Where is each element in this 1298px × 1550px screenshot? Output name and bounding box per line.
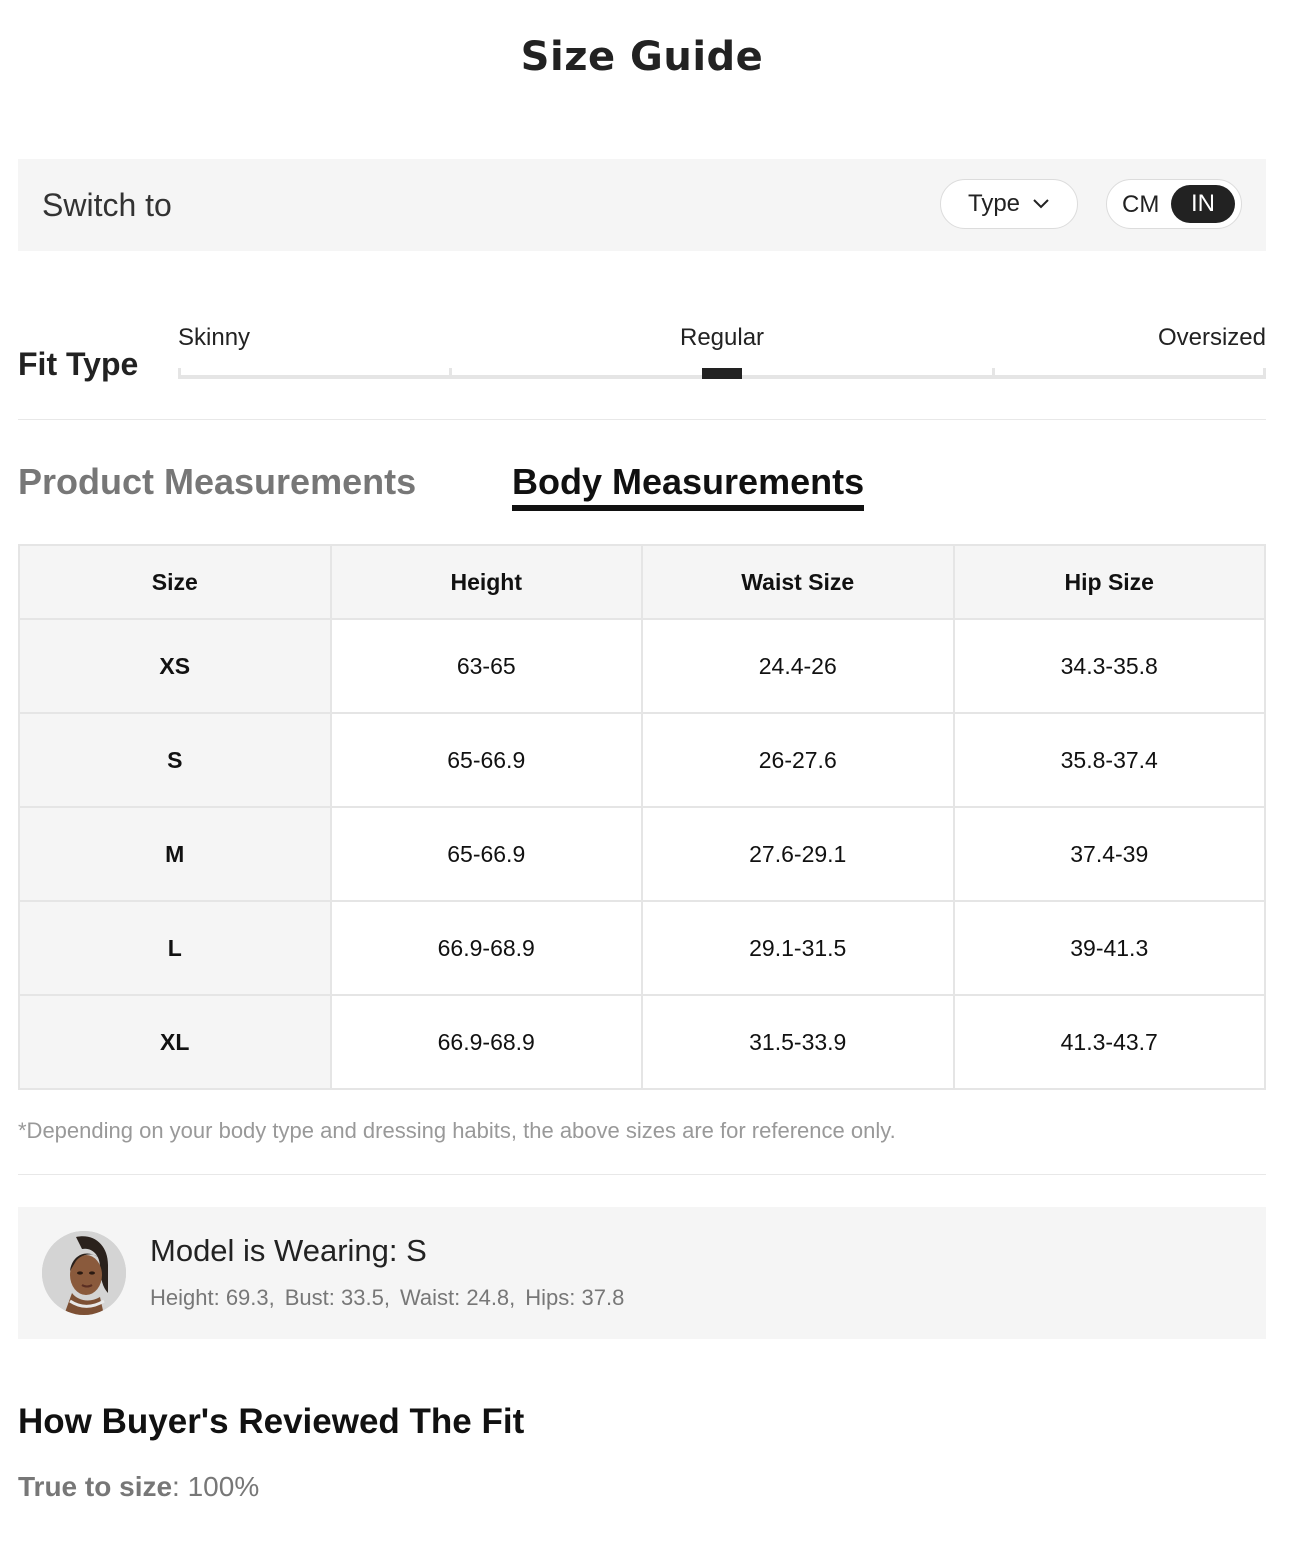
waist-cell: 31.5-33.9	[642, 995, 954, 1089]
table-row	[19, 901, 1265, 995]
waist-cell: 24.4-26	[642, 619, 954, 713]
model-portrait-icon	[42, 1231, 126, 1315]
table-row	[19, 619, 1265, 713]
waist-cell: 27.6-29.1	[642, 807, 954, 901]
waist-cell: 29.1-31.5	[642, 901, 954, 995]
size-cell: XS	[19, 619, 331, 713]
unit-in-option[interactable]: IN	[1171, 185, 1235, 223]
tab-body-measurements[interactable]: Body Measurements	[512, 461, 865, 502]
size-cell: XL	[19, 995, 331, 1089]
hip-cell: 37.4-39	[954, 807, 1266, 901]
type-button-label: Type	[967, 190, 1021, 217]
model-measurements	[150, 1285, 624, 1311]
fit-scale-regular: Regular	[680, 324, 765, 351]
hip-cell: 41.3-43.7	[954, 995, 1266, 1089]
fit-type-label: Fit Type	[18, 346, 139, 382]
model-waist: Waist: 24.8,	[399, 1285, 516, 1310]
height-cell: 65-66.9	[331, 713, 643, 807]
table-header-row	[19, 545, 1265, 619]
true-to-size-value: : 100%	[172, 1471, 260, 1502]
size-cell: S	[19, 713, 331, 807]
table-row	[19, 713, 1265, 807]
reference-note: *Depending on your body type and dressing habits, the above sizes are for reference only.	[18, 1118, 896, 1143]
hip-cell: 34.3-35.8	[954, 619, 1266, 713]
table-row	[19, 807, 1265, 901]
column-header-waist: Waist Size	[642, 545, 954, 619]
height-cell: 66.9-68.9	[331, 995, 643, 1089]
unit-cm-option[interactable]: CM	[1122, 191, 1160, 218]
model-info-box	[18, 1207, 1266, 1339]
size-cell: M	[19, 807, 331, 901]
divider	[18, 1174, 1266, 1175]
size-table	[18, 544, 1266, 1090]
height-cell: 65-66.9	[331, 807, 643, 901]
hip-cell: 39-41.3	[954, 901, 1266, 995]
true-to-size-stat	[18, 1471, 259, 1503]
tab-product-measurements[interactable]: Product Measurements	[18, 461, 417, 502]
fit-reviews-heading: How Buyer's Reviewed The Fit	[18, 1402, 525, 1441]
fit-scale-tick	[992, 368, 995, 379]
fit-scale-skinny: Skinny	[178, 324, 251, 351]
switch-to-label: Switch to	[42, 187, 172, 223]
fit-scale-tick	[449, 368, 452, 379]
waist-cell: 26-27.6	[642, 713, 954, 807]
model-hips: Hips: 37.8	[525, 1285, 625, 1310]
height-cell: 66.9-68.9	[331, 901, 643, 995]
model-wearing-size: Model is Wearing: S	[150, 1233, 427, 1268]
model-bust: Bust: 33.5,	[284, 1285, 390, 1310]
column-header-size: Size	[19, 545, 331, 619]
model-height: Height: 69.3,	[150, 1285, 275, 1310]
unit-switch-bar	[18, 159, 1266, 251]
chevron-down-icon	[1032, 198, 1050, 210]
unit-toggle[interactable]	[1106, 179, 1242, 229]
height-cell: 63-65	[331, 619, 643, 713]
size-cell: L	[19, 901, 331, 995]
fit-scale-tick	[1263, 368, 1266, 379]
fit-scale-marker	[702, 368, 742, 379]
column-header-height: Height	[331, 545, 643, 619]
active-tab-underline	[512, 505, 864, 511]
hip-cell: 35.8-37.4	[954, 713, 1266, 807]
true-to-size-label: True to size	[18, 1471, 173, 1502]
model-avatar	[42, 1231, 126, 1315]
table-row	[19, 995, 1265, 1089]
column-header-hip: Hip Size	[954, 545, 1266, 619]
fit-scale-oversized: Oversized	[1157, 324, 1266, 351]
type-dropdown-button[interactable]	[940, 179, 1078, 229]
divider	[18, 419, 1266, 420]
fit-scale-tick	[178, 368, 181, 379]
page-title: Size Guide	[520, 34, 764, 80]
